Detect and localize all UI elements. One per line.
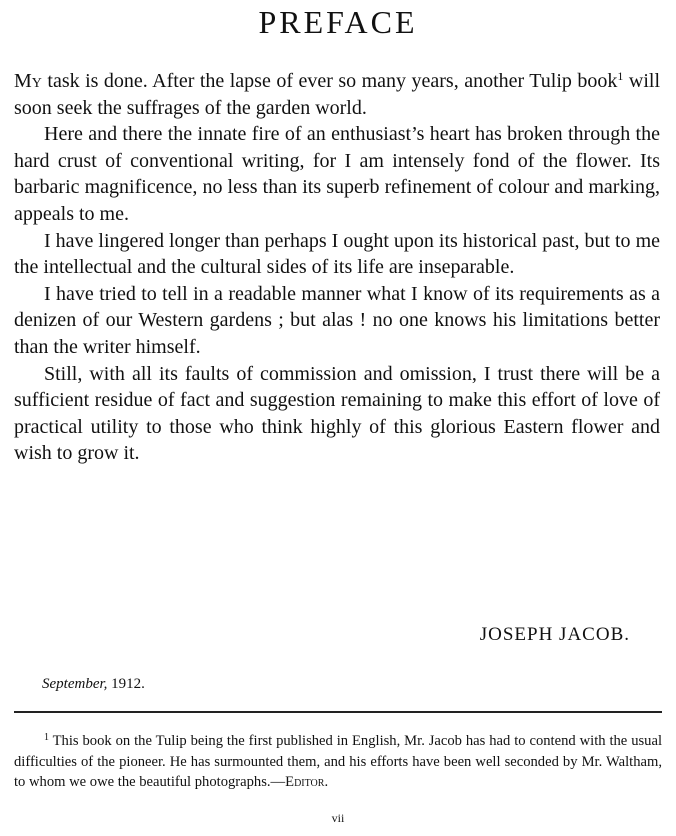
- footnote-divider: [14, 711, 662, 713]
- page-title: PREFACE: [258, 4, 418, 40]
- paragraph-3: I have lingered longer than perhaps I ought upon its historical past, but to me the intellectual and the cultural sides of its life are inseparable.: [14, 229, 660, 279]
- date-month: September,: [42, 676, 108, 692]
- footnote-reference: 1: [617, 69, 624, 83]
- paragraph-text: task is done. After the lapse of ever so many years, another Tulip book: [41, 70, 618, 92]
- author-signature: JOSEPH JACOB.: [479, 624, 630, 645]
- date-line: [42, 674, 145, 694]
- paragraph-5: Still, with all its faults of commission and omission, I trust there will be a sufficient residue of fact and suggestion remaining to make this effort of love of practical utility to those who think highly of this glorious Eastern flower and wish to grow it.: [14, 362, 660, 465]
- paragraph-lead-word: My: [14, 70, 42, 92]
- paragraph-1: [14, 68, 660, 121]
- footnote-attribution: Editor.: [285, 774, 329, 790]
- paragraph-2: Here and there the innate fire of an enthusiast’s heart has broken through the hard crust of conventional writing, for I am intensely fond of the flower. Its barbaric magnificence, no less than its superb refinement of colour and marking, appeals to me.: [14, 123, 660, 225]
- footnote-text: This book on the Tulip being the first published in English, Mr. Jacob has had to contend with the usual difficulties of the pioneer. He has surmounted them, and his efforts have been well seconded by Mr. Waltham, to whom we owe the beautiful photographs.—: [14, 733, 662, 790]
- footnote: [14, 731, 662, 793]
- paragraph-4: I have tried to tell in a readable manner what I know of its requirements as a denizen of our Western gardens ; but alas ! no one knows his limitations better than the writer himself.: [14, 282, 660, 358]
- footnote-marker: 1: [44, 732, 49, 743]
- page-number: vii: [331, 811, 345, 825]
- date-year: 1912.: [107, 676, 145, 692]
- preface-body: [14, 68, 660, 467]
- paragraph-text-continued: will soon seek the suffrages of the garden world.: [14, 70, 660, 119]
